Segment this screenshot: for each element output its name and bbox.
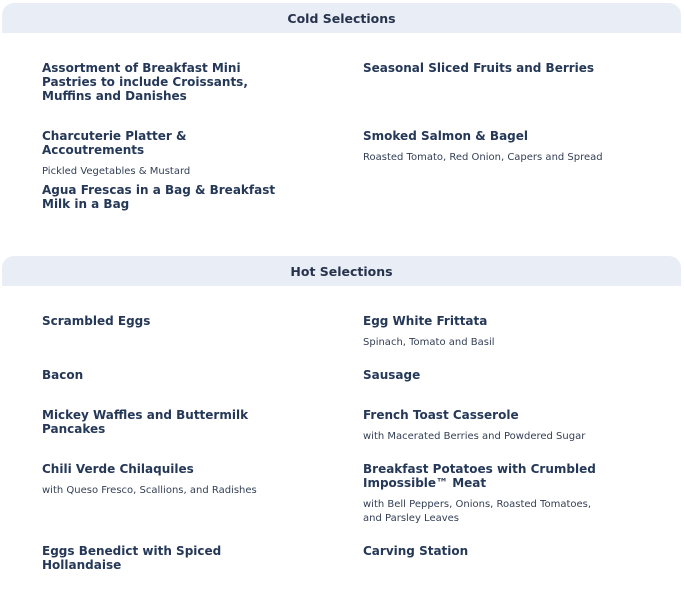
menu-item [42, 129, 277, 179]
menu-item [363, 368, 603, 382]
menu-item [363, 408, 603, 444]
menu-item [42, 408, 277, 436]
menu-item-description: with Bell Peppers, Onions, Roasted Tomatoes, and Parsley Leaves [363, 499, 592, 524]
menu-item [42, 314, 277, 328]
menu-item-title: Carving Station [363, 544, 469, 558]
menu-item-title: Sausage [363, 368, 421, 382]
menu-item-title: Mickey Waffles and Buttermilk Pancakes [42, 408, 249, 436]
menu-item-title: Scrambled Eggs [42, 314, 151, 328]
section-header-cold: Cold Selections [2, 3, 681, 33]
section-header-hot: Hot Selections [2, 256, 681, 286]
menu-item-title: Breakfast Potatoes with Crumbled Impossible™ Meat [363, 462, 596, 490]
menu-item [42, 368, 277, 382]
menu-item-description: Spinach, Tomato and Basil [363, 337, 495, 348]
menu-item [42, 462, 277, 498]
menu-item-description: with Queso Fresco, Scallions, and Radishes [42, 485, 257, 496]
menu-item-description: Pickled Vegetables & Mustard [42, 166, 191, 177]
menu-item [363, 544, 603, 558]
menu-item-description: Roasted Tomato, Red Onion, Capers and Spread [363, 152, 603, 163]
menu-item [42, 183, 277, 211]
menu-item-title: Eggs Benedict with Spiced Hollandaise [42, 544, 222, 572]
menu-item-title: French Toast Casserole [363, 408, 519, 422]
menu-item-title: Egg White Frittata [363, 314, 488, 328]
menu-item [363, 462, 603, 526]
menu-item [363, 314, 603, 350]
menu-item-title: Smoked Salmon & Bagel [363, 129, 529, 143]
menu-item-description: with Macerated Berries and Powdered Sugar [363, 431, 586, 442]
menu-item-title: Bacon [42, 368, 84, 382]
menu-item-title: Chili Verde Chilaquiles [42, 462, 194, 476]
menu-item-title: Seasonal Sliced Fruits and Berries [363, 61, 595, 75]
menu-item [363, 61, 603, 75]
menu-item-title: Assortment of Breakfast Mini Pastries to include Croissants, Muffins and Danishes [42, 61, 248, 103]
menu-item [42, 61, 277, 103]
menu-item [363, 129, 603, 165]
menu-item-title: Agua Frescas in a Bag & Breakfast Milk in a Bag [42, 183, 276, 211]
menu-item [42, 544, 277, 572]
menu-item-title: Charcuterie Platter & Accoutrements [42, 129, 187, 157]
